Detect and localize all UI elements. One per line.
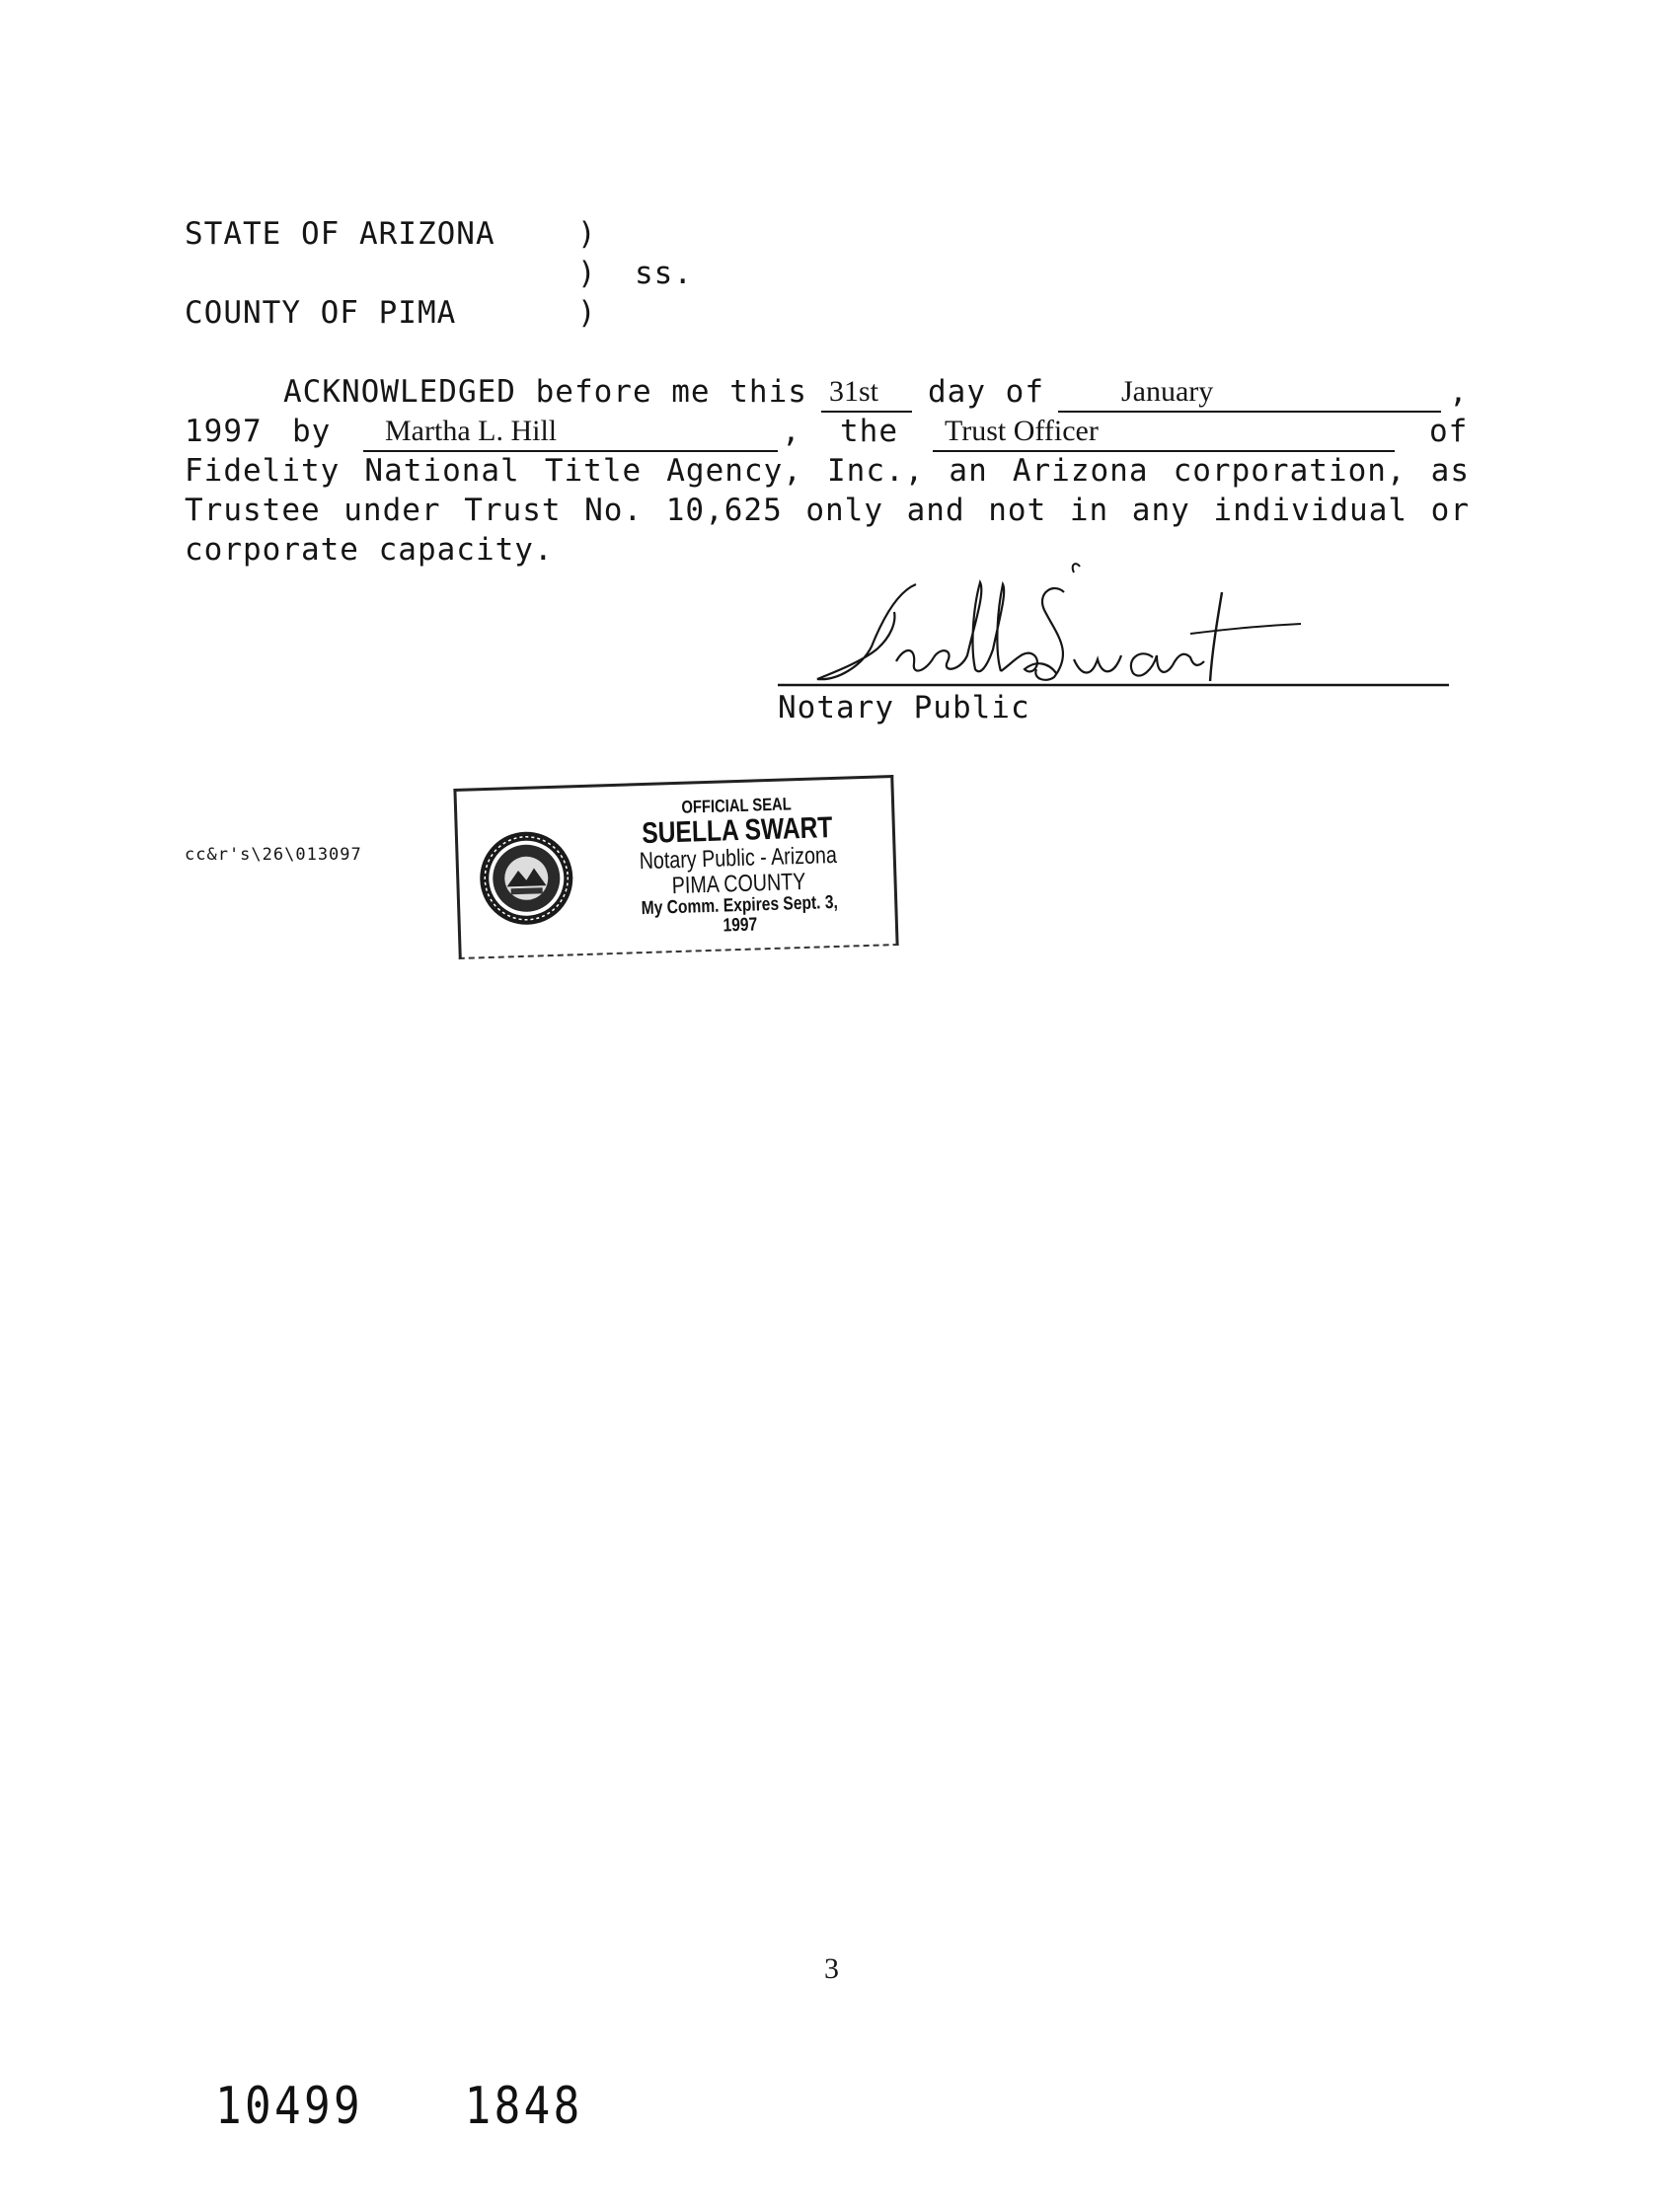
- ack-month-field: [1058, 377, 1441, 413]
- ack-prefix: ACKNOWLEDGED before me this: [283, 374, 807, 410]
- ack-line1-comma: ,: [1449, 374, 1469, 410]
- seal-header: OFFICIAL SEAL: [681, 794, 792, 817]
- file-reference: cc&r's\26\013097: [185, 845, 362, 865]
- seal-role: Notary Public - Arizona: [639, 842, 838, 876]
- ack-title-field: [933, 417, 1395, 452]
- venue-bracket-2: ): [577, 256, 597, 291]
- recording-docket: 10499: [215, 2077, 364, 2136]
- ack-day-field: [821, 377, 912, 413]
- signature-scribble: [778, 553, 1449, 701]
- venue-bracket-1: ): [577, 216, 597, 252]
- ack-line-3: Fidelity National Title Agency, Inc., an Arizona corporation, as: [185, 453, 1470, 489]
- ack-by: by: [292, 414, 332, 449]
- ack-title: Trust Officer: [945, 415, 1099, 447]
- venue-state: STATE OF ARIZONA: [185, 216, 495, 252]
- ack-name-field: [363, 417, 778, 452]
- signature-label: Notary Public: [778, 690, 1030, 725]
- venue-county: COUNTY OF PIMA: [185, 295, 457, 331]
- ack-day-of: day of: [928, 374, 1044, 410]
- ack-year: 1997: [185, 414, 263, 449]
- ack-of: of: [1429, 414, 1469, 449]
- seal-name: SUELLA SWART: [641, 810, 833, 850]
- notary-signature: [778, 553, 1449, 701]
- ack-day: 31st: [829, 375, 879, 408]
- venue-ss: ss.: [635, 256, 693, 291]
- venue-bracket-3: ): [577, 295, 597, 331]
- recording-page: 1848: [464, 2077, 583, 2136]
- notary-seal-stamp: [453, 775, 898, 959]
- recording-numbers: [215, 2077, 583, 2136]
- ack-month: January: [1121, 375, 1214, 408]
- ack-name: Martha L. Hill: [385, 415, 558, 447]
- ack-comma-the: , the: [782, 414, 898, 449]
- ack-line-4: Trustee under Trust No. 10,625 only and not in any individual or: [185, 493, 1470, 528]
- arizona-state-seal-icon: [476, 827, 577, 929]
- seal-expires: My Comm. Expires Sept. 3, 1997: [641, 891, 839, 937]
- ack-line-5: corporate capacity.: [185, 532, 554, 568]
- seal-county: PIMA COUNTY: [671, 868, 806, 899]
- page-number: 3: [824, 1952, 839, 1985]
